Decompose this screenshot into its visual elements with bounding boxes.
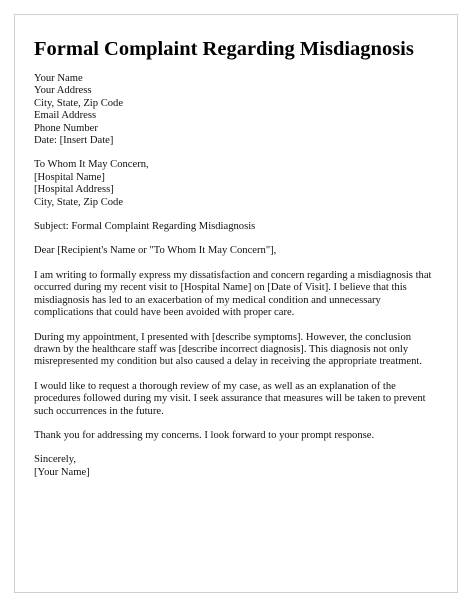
body-paragraph-3: I would like to request a thorough review of my case, as well as an explanation of the procedures followed during my visit. I seek assurance that measures will be taken to prevent such occurrences in the future. [34, 380, 426, 417]
recipient-salutation: To Whom It May Concern, [34, 159, 149, 171]
body-paragraph-2: During my appointment, I presented with [describe symptoms]. However, the conclusion drawn by the healthcare staff was [describe incorrect diagnosis]. This diagnosis not only misrepresented my condition but also caused a delay in receiving the appropriate treatment. [34, 331, 423, 368]
greeting-line: Dear [Recipient's Name or "To Whom It May Concern"], [34, 245, 277, 257]
letter-date: Date: [Insert Date] [34, 135, 114, 147]
sender-address: Your Address [34, 85, 92, 97]
sender-city-state-zip: City, State, Zip Code [34, 97, 124, 109]
recipient-hospital-address: [Hospital Address] [34, 184, 114, 196]
closing-valediction: Sincerely, [34, 454, 76, 466]
body-paragraph-1: I am writing to formally express my dissatisfaction and concern regarding a misdiagnosis that occurred during my recent visit to [Hospital Name] on [Date of Visit]. I believe that this misdiagnosis has led to an exacerbation of my medical condition and unnecessary complications that could have been avoided with proper care. [34, 269, 432, 319]
sender-name: Your Name [34, 73, 83, 84]
letter-page [14, 14, 458, 593]
subject-line: Subject: Formal Complaint Regarding Misdiagnosis [34, 221, 256, 233]
recipient-city-state-zip: City, State, Zip Code [34, 196, 124, 208]
sender-phone: Phone Number [34, 122, 98, 134]
letter-content [34, 37, 436, 479]
recipient-hospital-name: [Hospital Name] [34, 171, 105, 183]
closing-signature: [Your Name] [34, 466, 90, 478]
letter-title: Formal Complaint Regarding Misdiagnosis [34, 38, 414, 60]
sender-email: Email Address [34, 110, 97, 122]
body-paragraph-4: Thank you for addressing my concerns. I look forward to your prompt response. [34, 429, 375, 441]
recipient-block [34, 159, 436, 209]
closing-block [34, 454, 436, 479]
sender-block [34, 73, 436, 147]
